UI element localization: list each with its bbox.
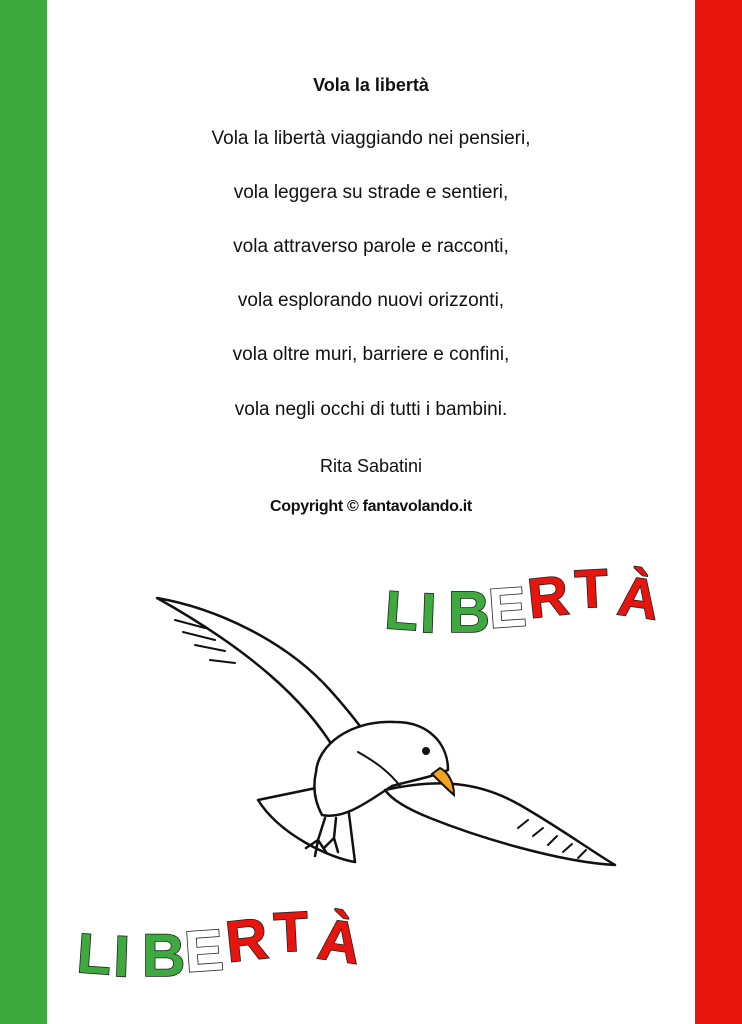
word-art-letter: I xyxy=(419,581,438,645)
poem-line: vola attraverso parole e racconti, xyxy=(233,236,509,257)
word-art-letter: B xyxy=(448,580,490,645)
poem-author: Rita Sabatini xyxy=(319,456,423,476)
word-art-letter: À xyxy=(614,563,664,632)
poem-line: vola esplorando nuovi orizzonti, xyxy=(237,290,505,311)
poem-line: vola oltre muri, barriere e confini, xyxy=(232,344,510,365)
copyright-notice: Copyright © fantavolando.it xyxy=(270,498,472,515)
word-art-letter: L xyxy=(383,580,421,643)
word-art-letter: L xyxy=(75,921,114,987)
word-art-letter: R xyxy=(222,905,272,975)
word-art-letter: R xyxy=(524,563,572,630)
poem-title: Vola la libertà xyxy=(313,75,429,95)
word-art-letter: E xyxy=(182,917,226,985)
word-art-letter: E xyxy=(486,574,529,640)
poem-line: vola negli occhi di tutti i bambini. xyxy=(234,399,508,420)
word-art-letter: B xyxy=(142,922,186,989)
poem-line: vola leggera su strade e sentieri, xyxy=(233,182,509,203)
word-art-letter: À xyxy=(314,906,365,977)
word-art-letter: T xyxy=(573,558,610,620)
poem-line: Vola la libertà viaggiando nei pensieri, xyxy=(211,128,531,149)
word-art-letter: I xyxy=(112,924,131,990)
word-art-letter: T xyxy=(272,899,310,964)
